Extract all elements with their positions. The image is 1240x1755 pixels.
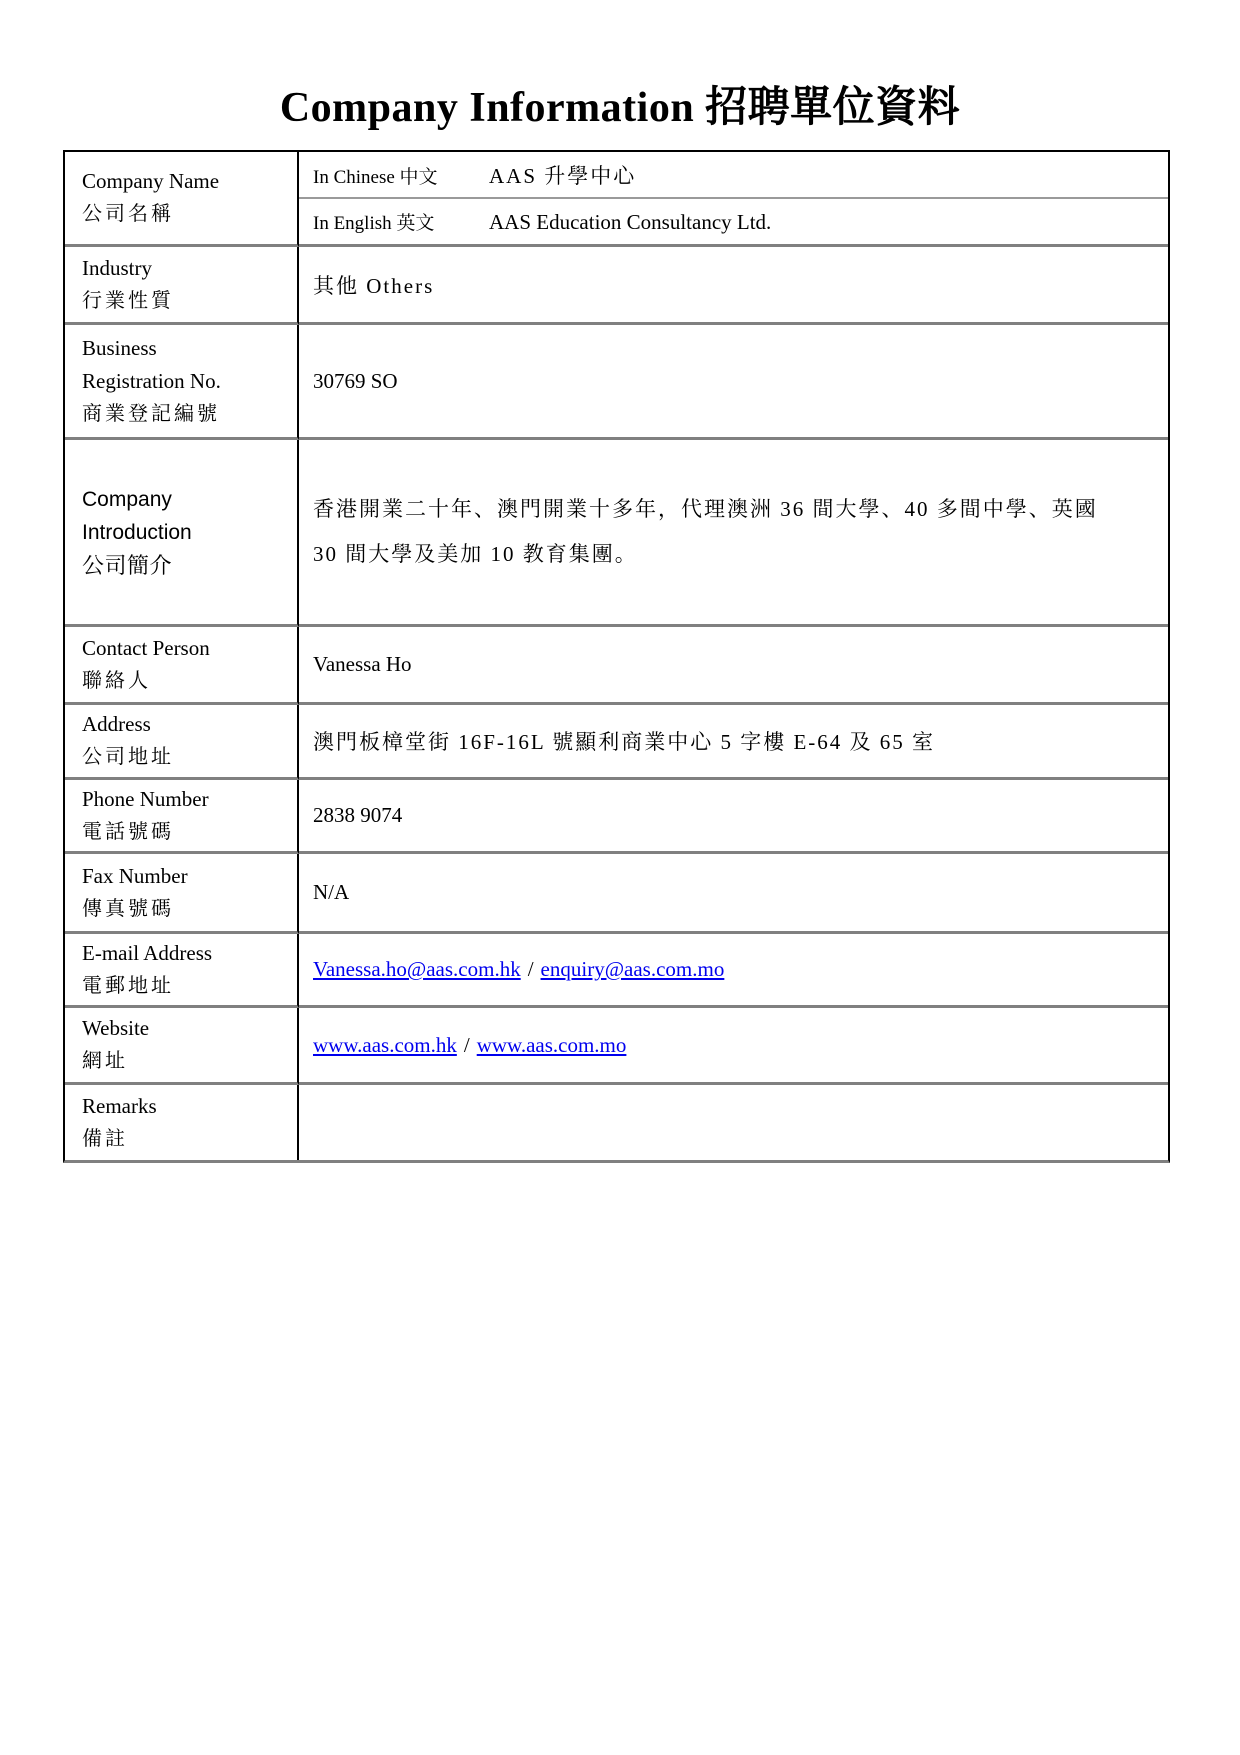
phone-number-value-cell (299, 780, 1168, 854)
email-link-1[interactable]: Vanessa.ho@aas.com.hk (313, 957, 521, 981)
row-label-business-registration (65, 325, 299, 440)
business-registration-label-line1: Business (82, 335, 157, 360)
email-label-en: E-mail Address (82, 940, 213, 965)
company-introduction-line-1: 香港開業二十年、澳門開業十多年，代理澳洲 36 間大學、40 多間中學、英國 (313, 497, 1098, 521)
company-introduction-label-line2: Introduction (82, 520, 192, 544)
address-label-en: Address (82, 712, 151, 736)
industry-label-en: Industry (82, 255, 152, 280)
company-introduction-label-line1: Company (82, 487, 172, 511)
company-name-label-en: Company Name (82, 169, 220, 193)
website-link-2[interactable]: www.aas.com.mo (476, 1032, 627, 1057)
fax-number-value: N/A (313, 880, 350, 904)
in-chinese-prefix: In Chinese 中文 (313, 166, 438, 188)
industry-label-zh: 行業性質 (82, 289, 174, 312)
company-name-chinese-cell (299, 152, 1168, 199)
address-value: 澳門板樟堂街 16F-16L 號顯利商業中心 5 字樓 E-64 及 65 室 (313, 730, 936, 754)
email-value-cell (299, 934, 1168, 1008)
page-title: Company Information 招聘單位資料 (279, 85, 961, 131)
row-label-phone-number (65, 780, 299, 854)
row-label-company-introduction (65, 440, 299, 627)
table-row-contact-person (65, 627, 1168, 705)
table-row-fax-number (65, 854, 1168, 934)
website-value-cell (299, 1008, 1168, 1085)
company-name-english-cell (299, 199, 1168, 247)
phone-number-label-en: Phone Number (82, 786, 209, 811)
row-label-company-name (65, 152, 299, 247)
table-row-remarks (65, 1085, 1168, 1160)
email-link-2[interactable]: enquiry@aas.com.mo (540, 957, 725, 981)
business-registration-label-zh: 商業登記編號 (82, 402, 220, 425)
company-info-table (63, 150, 1170, 1163)
email-link-separator: / (527, 957, 534, 981)
row-label-address (65, 705, 299, 780)
table-row-website (65, 1008, 1168, 1085)
row-label-industry (65, 247, 299, 325)
table-row-company-introduction (65, 440, 1168, 627)
email-label-zh: 電郵地址 (82, 974, 174, 997)
fax-number-label-en: Fax Number (82, 863, 188, 888)
remarks-label-zh: 備註 (82, 1127, 128, 1150)
row-label-email (65, 934, 299, 1008)
phone-number-value: 2838 9074 (313, 803, 403, 827)
industry-value: 其他 Others (313, 273, 435, 298)
phone-number-label-zh: 電話號碼 (82, 820, 174, 843)
row-label-fax-number (65, 854, 299, 934)
contact-person-label-zh: 聯絡人 (82, 669, 151, 692)
website-link-1[interactable]: www.aas.com.hk (313, 1032, 457, 1057)
business-registration-value: 30769 SO (313, 368, 398, 393)
in-english-prefix: In English 英文 (313, 213, 435, 234)
contact-person-value-cell (299, 627, 1168, 705)
row-label-contact-person (65, 627, 299, 705)
table-row-company-name-chinese (65, 152, 1168, 199)
address-value-cell (299, 705, 1168, 780)
industry-value-cell (299, 247, 1168, 325)
company-introduction-line-2: 30 間大學及美加 10 教育集團。 (313, 542, 638, 566)
fax-number-value-cell (299, 854, 1168, 934)
company-introduction-label-zh: 公司簡介 (82, 552, 173, 578)
fax-number-label-zh: 傳真號碼 (82, 897, 174, 920)
company-name-chinese-value: AAS 升學中心 (489, 163, 637, 188)
table-row-business-registration (65, 325, 1168, 440)
remarks-label-en: Remarks (82, 1093, 157, 1118)
contact-person-label-en: Contact Person (82, 635, 210, 660)
business-registration-value-cell (299, 325, 1168, 440)
contact-person-value: Vanessa Ho (313, 652, 412, 676)
company-name-label-zh: 公司名稱 (82, 203, 174, 225)
table-row-phone-number (65, 780, 1168, 854)
remarks-value-cell (299, 1085, 1168, 1160)
table-row-industry (65, 247, 1168, 325)
row-label-remarks (65, 1085, 299, 1160)
row-label-website (65, 1008, 299, 1085)
website-link-separator: / (463, 1032, 470, 1057)
table-row-address (65, 705, 1168, 780)
business-registration-label-line2: Registration No. (82, 368, 221, 393)
address-label-zh: 公司地址 (82, 746, 174, 768)
company-introduction-value-cell (299, 440, 1168, 627)
website-label-en: Website (82, 1016, 150, 1040)
company-name-english-value: AAS Education Consultancy Ltd. (489, 210, 772, 234)
website-label-zh: 網址 (82, 1050, 128, 1072)
table-row-email (65, 934, 1168, 1008)
